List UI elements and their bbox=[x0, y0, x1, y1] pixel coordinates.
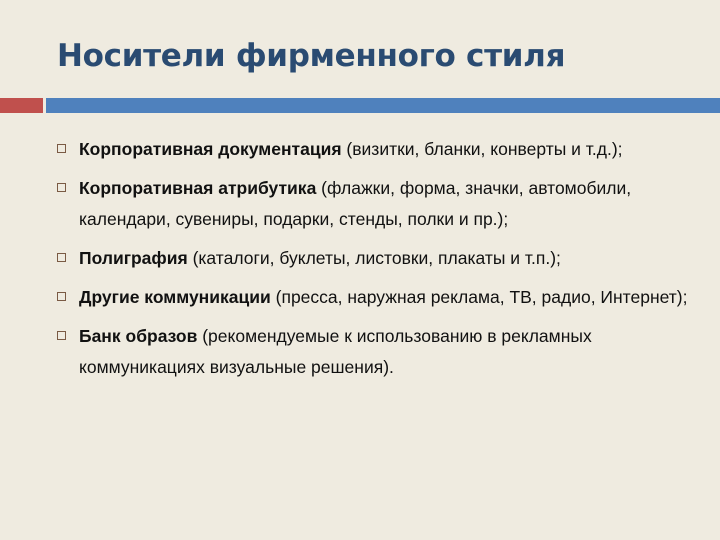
item-text: (флажки, форма, значки, автомобили, календари, сувениры, подарки, стенды, полки и пр.); bbox=[79, 178, 651, 229]
item-text: (каталоги, буклеты, листовки, плакаты и т.п.); bbox=[187, 248, 561, 268]
item-heading: Другие коммуникации bbox=[79, 287, 271, 307]
divider-accent-right bbox=[46, 98, 720, 113]
square-bullet-icon bbox=[57, 331, 66, 340]
square-bullet-icon bbox=[57, 292, 66, 301]
square-bullet-icon bbox=[57, 183, 66, 192]
square-bullet-icon bbox=[57, 253, 66, 262]
item-heading: Полиграфия bbox=[79, 248, 188, 268]
divider-accent-left bbox=[0, 98, 43, 113]
list-item bbox=[57, 321, 697, 383]
item-heading: Корпоративная атрибутика bbox=[79, 178, 317, 198]
item-heading: Корпоративная документация bbox=[79, 139, 342, 159]
list-item bbox=[57, 134, 697, 165]
list-item bbox=[57, 243, 697, 274]
item-text: (визитки, бланки, конверты и т.д.); bbox=[341, 139, 623, 159]
item-heading: Банк образов bbox=[79, 326, 198, 346]
square-bullet-icon bbox=[57, 144, 66, 153]
list-item bbox=[57, 173, 697, 235]
item-text: (пресса, наружная реклама, ТВ, радио, Интернет); bbox=[270, 287, 688, 307]
item-text: (рекомендуемые к использованию в рекламных коммуникациях визуальные решения). bbox=[79, 326, 592, 377]
slide-title: Носители фирменного стиля bbox=[57, 38, 566, 74]
list-item bbox=[57, 282, 697, 313]
bullet-list bbox=[57, 134, 697, 391]
